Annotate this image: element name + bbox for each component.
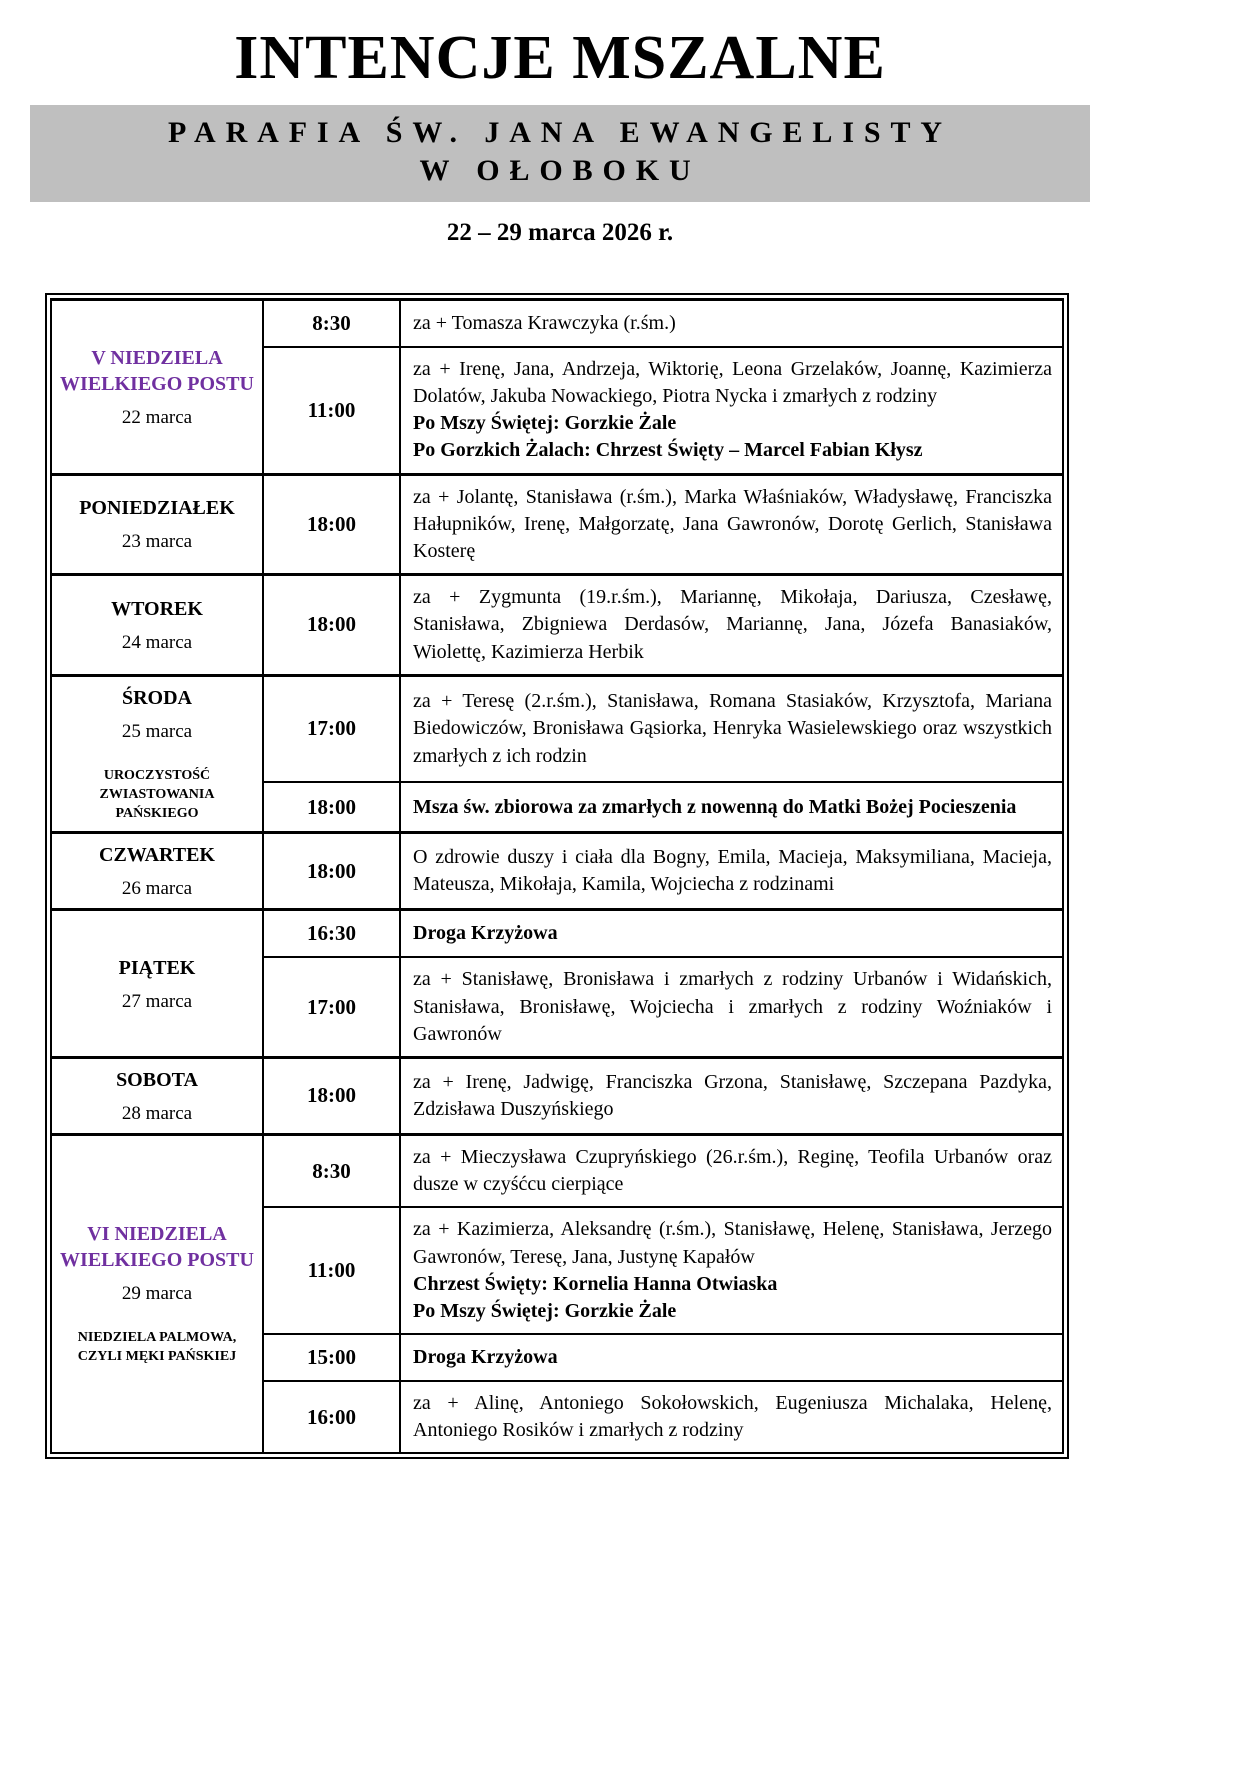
day-name: WTOREK <box>111 597 203 620</box>
mass-time: 16:00 <box>263 1381 400 1453</box>
day-name: PIĄTEK <box>118 956 196 979</box>
intention-line: Po Mszy Świętej: Gorzkie Żale <box>413 1299 677 1322</box>
mass-intention <box>400 575 1063 676</box>
schedule-row <box>51 675 1063 782</box>
mass-intention <box>400 910 1063 958</box>
day-date: 22 marca <box>121 406 193 428</box>
parish-name-line1: PARAFIA ŚW. JANA EWANGELISTY <box>168 116 952 150</box>
page-content <box>0 26 1090 1459</box>
mass-intention <box>400 1134 1063 1207</box>
intention-line: O zdrowie duszy i ciała dla Bogny, Emila, Macieja, Maksymiliana, Macieja, Mateusza, Mikołaja, Kamila, Wojciecha z rodzinami <box>413 846 1052 896</box>
day-cell <box>51 299 263 474</box>
intention-line: za + Zygmunta (19.r.śm.), Mariannę, Mikołaja, Dariusza, Czesławę, Stanisława, Zbigniewa Derdasów, Mariannę, Jana, Józefa Banasiaków, Wiolettę, Kazimierza Herbik <box>413 586 1052 663</box>
intention-line: Chrzest Święty: Kornelia Hanna Otwiaska <box>413 1272 778 1295</box>
schedule-table-body <box>51 299 1063 1453</box>
day-date: 29 marca <box>121 1283 193 1305</box>
mass-time: 18:00 <box>263 782 400 833</box>
intention-line: za + Stanisławę, Bronisława i zmarłych z rodziny Urbanów i Widańskich, Stanisława, Bronisławę, Wojciecha i zmarłych z rodziny Woźniaków i Gawronów <box>413 968 1052 1045</box>
day-date: 25 marca <box>121 720 193 742</box>
schedule-row <box>51 910 1063 958</box>
day-date: 23 marca <box>121 531 193 553</box>
mass-time: 18:00 <box>263 1057 400 1134</box>
mass-intention <box>400 833 1063 910</box>
mass-time: 18:00 <box>263 833 400 910</box>
schedule-row <box>51 474 1063 575</box>
mass-intention <box>400 675 1063 782</box>
mass-time: 16:30 <box>263 910 400 958</box>
day-note: NIEDZIELA PALMOWA, CZYLI MĘKI PAŃSKIEJ <box>77 1330 237 1365</box>
mass-time: 11:00 <box>263 1207 400 1334</box>
day-cell <box>51 474 263 575</box>
day-cell <box>51 575 263 676</box>
day-cell <box>51 1134 263 1453</box>
day-date: 27 marca <box>121 990 193 1012</box>
day-date: 24 marca <box>121 631 193 653</box>
mass-intention <box>400 1057 1063 1134</box>
mass-intention <box>400 347 1063 474</box>
mass-intention <box>400 957 1063 1057</box>
schedule-table <box>50 298 1064 1455</box>
mass-intention <box>400 474 1063 575</box>
date-range: 22 – 29 marca 2026 r. <box>446 218 674 246</box>
mass-intention <box>400 1334 1063 1381</box>
day-note: UROCZYSTOŚĆ ZWIASTOWANIA PAŃSKIEGO <box>99 767 215 821</box>
intention-line: Po Gorzkich Żalach: Chrzest Święty – Marcel Fabian Kłysz <box>413 439 923 462</box>
schedule-row <box>51 575 1063 676</box>
intention-line: Droga Krzyżowa <box>413 1346 558 1369</box>
mass-time: 18:00 <box>263 474 400 575</box>
mass-intention <box>400 299 1063 347</box>
day-name: ŚRODA <box>121 686 192 709</box>
day-name: SOBOTA <box>116 1068 198 1091</box>
day-name: VI NIEDZIELA WIELKIEGO POSTU <box>60 1223 254 1272</box>
schedule-table-frame <box>45 293 1069 1460</box>
schedule-row <box>51 1134 1063 1207</box>
mass-intention <box>400 1207 1063 1334</box>
day-name: CZWARTEK <box>99 844 215 867</box>
intention-line: za + Teresę (2.r.śm.), Stanisława, Romana Stasiaków, Krzysztofa, Mariana Biedowiczów, Bronisława Gąsiorka, Henryka Wasielewskiego oraz wszystkich zmarłych z ich rodzin <box>413 690 1052 767</box>
mass-time: 17:00 <box>263 957 400 1057</box>
intention-line: za + Tomasza Krawczyka (r.śm.) <box>413 311 676 334</box>
intention-line: za + Jolantę, Stanisława (r.śm.), Marka Właśniaków, Władysławę, Franciszka Hałupników, Irenę, Małgorzatę, Jana Gawronów, Dorotę Gerlich, Stanisława Kosterę <box>413 485 1052 562</box>
intention-line: za + Mieczysława Czupryńskiego (26.r.śm.), Reginę, Teofila Urbanów oraz dusze w czyśćcu cierpiące <box>413 1145 1052 1196</box>
schedule-row <box>51 1057 1063 1134</box>
mass-time: 8:30 <box>263 1134 400 1207</box>
mass-time: 17:00 <box>263 675 400 782</box>
mass-time: 18:00 <box>263 575 400 676</box>
day-date: 26 marca <box>121 878 193 900</box>
day-cell <box>51 675 263 833</box>
intention-line: Po Mszy Świętej: Gorzkie Żale <box>413 412 677 435</box>
mass-time: 8:30 <box>263 299 400 347</box>
parish-banner <box>30 105 1090 202</box>
day-cell <box>51 833 263 910</box>
intention-line: za + Irenę, Jadwigę, Franciszka Grzona, Stanisławę, Szczepana Pazdyka, Zdzisława Duszyńskiego <box>413 1070 1052 1120</box>
day-date: 28 marca <box>121 1102 193 1124</box>
intention-line: za + Irenę, Jana, Andrzeja, Wiktorię, Leona Grzelaków, Joannę, Kazimierza Dolatów, Jakuba Nowackiego, Piotra Nycka i zmarłych z rodziny <box>413 357 1052 408</box>
day-name: PONIEDZIAŁEK <box>79 497 235 520</box>
mass-intention <box>400 782 1063 833</box>
mass-time: 15:00 <box>263 1334 400 1381</box>
intention-line: Msza św. zbiorowa za zmarłych z nowenną do Matki Bożej Pocieszenia <box>413 795 1017 818</box>
schedule-row <box>51 299 1063 347</box>
schedule-row <box>51 833 1063 910</box>
mass-time: 11:00 <box>263 347 400 474</box>
intention-line: za + Kazimierza, Aleksandrę (r.śm.), Stanisławę, Helenę, Stanisława, Jerzego Gawronów, Teresę, Jana, Justynę Kapałów <box>413 1218 1052 1268</box>
intention-line: Droga Krzyżowa <box>413 922 558 945</box>
page-title: INTENCJE MSZALNE <box>234 24 886 92</box>
day-cell <box>51 910 263 1058</box>
parish-name-line2: W OŁOBOKU <box>419 154 701 188</box>
day-name: V NIEDZIELA WIELKIEGO POSTU <box>60 346 254 395</box>
mass-intention <box>400 1381 1063 1453</box>
day-cell <box>51 1057 263 1134</box>
intention-line: za + Alinę, Antoniego Sokołowskich, Eugeniusza Michalaka, Helenę, Antoniego Rosików i zmarłych z rodziny <box>413 1392 1052 1442</box>
